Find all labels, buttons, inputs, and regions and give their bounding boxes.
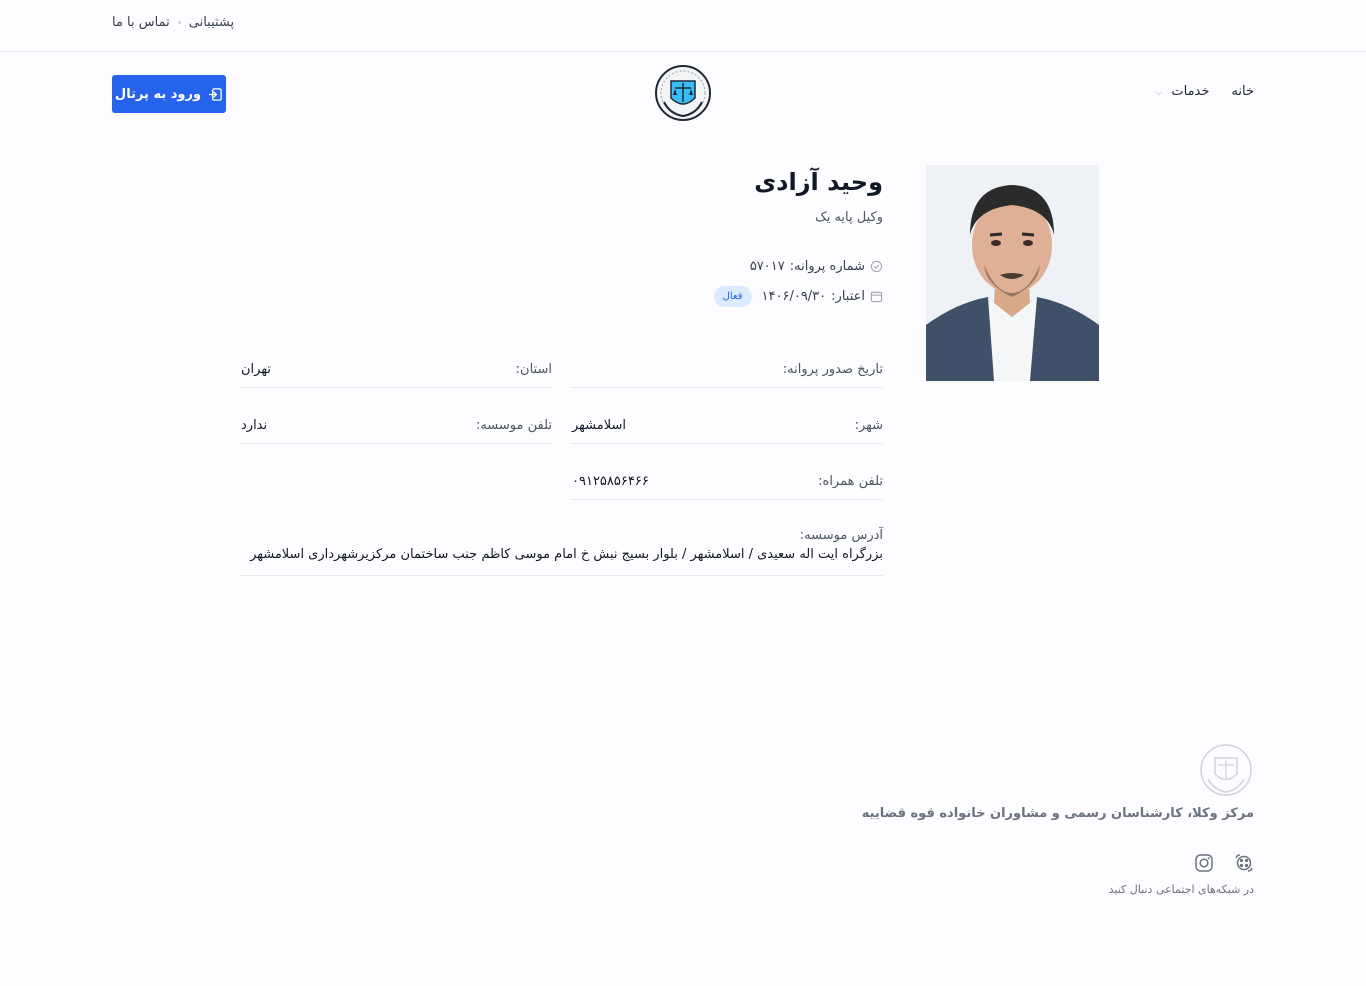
province-field — [241, 352, 552, 388]
status-badge: فعال — [714, 286, 752, 307]
lawyer-name: وحید آزادی — [754, 168, 883, 196]
office-phone-label: تلفن موسسه: — [475, 417, 552, 433]
footer-logo — [1199, 743, 1253, 797]
instagram-icon[interactable] — [1194, 853, 1214, 873]
lawyer-photo-image — [926, 165, 1099, 381]
check-circle-icon — [870, 260, 883, 273]
address-label: آدرس موسسه: — [799, 528, 883, 543]
mobile-field — [572, 464, 883, 500]
issue-date-field — [572, 352, 883, 388]
address-value: بزرگراه ایت اله سعیدی / اسلامشهر / بلوار بسیج نبش خ امام موسی کاظم جنب ساختمان مرکزیرشهرداری اسلامشهر — [250, 547, 883, 562]
mobile-label: تلفن همراه: — [818, 473, 883, 489]
validity-row — [714, 286, 883, 307]
address-field — [241, 528, 883, 576]
separator-dot — [178, 21, 181, 24]
city-value: اسلامشهر — [572, 417, 626, 433]
validity-date: ۱۴۰۶/۰۹/۳۰ — [761, 289, 827, 304]
support-link[interactable]: پشتیبانی — [188, 15, 235, 30]
aparat-icon[interactable] — [1234, 853, 1254, 873]
lawyer-title: وکیل پایه یک — [815, 210, 883, 225]
lawyer-photo — [926, 165, 1099, 381]
issue-date-label: تاریخ صدور پروانه: — [782, 361, 883, 377]
license-number: ۵۷۰۱۷ — [749, 259, 785, 274]
social-links — [1194, 853, 1254, 873]
main-nav — [1155, 84, 1254, 99]
city-label: شهر: — [854, 417, 883, 433]
login-icon — [208, 87, 223, 102]
top-links — [112, 15, 234, 30]
province-label: استان: — [515, 361, 552, 377]
contact-link[interactable]: تماس با ما — [112, 15, 170, 30]
portal-login-button[interactable] — [112, 75, 226, 113]
office-phone-value: ندارد — [241, 417, 268, 433]
calendar-icon — [870, 290, 883, 303]
nav-home[interactable]: خانه — [1231, 84, 1254, 99]
follow-text: در شبکه‌های اجتماعی دنبال کنید — [1108, 883, 1254, 896]
footer-org-name: مرکز وکلا، کارشناسان رسمی و مشاوران خانواده قوه قضاییه — [861, 806, 1254, 821]
province-value: تهران — [241, 361, 271, 377]
portal-login-label: ورود به پرتال — [114, 86, 202, 102]
validity-label: اعتبار: — [831, 289, 865, 304]
mobile-value[interactable]: ۰۹۱۲۵۸۵۶۴۶۶ — [572, 473, 649, 489]
license-row — [750, 259, 883, 274]
chevron-down-icon: ⌵ — [1155, 88, 1163, 98]
office-phone-field — [241, 408, 552, 444]
nav-services[interactable] — [1155, 84, 1209, 99]
judiciary-logo[interactable] — [654, 64, 712, 122]
license-label: شماره پروانه: — [789, 259, 865, 274]
nav-services-label: خدمات — [1171, 84, 1210, 99]
top-bar — [0, 0, 1366, 52]
city-field — [572, 408, 883, 444]
